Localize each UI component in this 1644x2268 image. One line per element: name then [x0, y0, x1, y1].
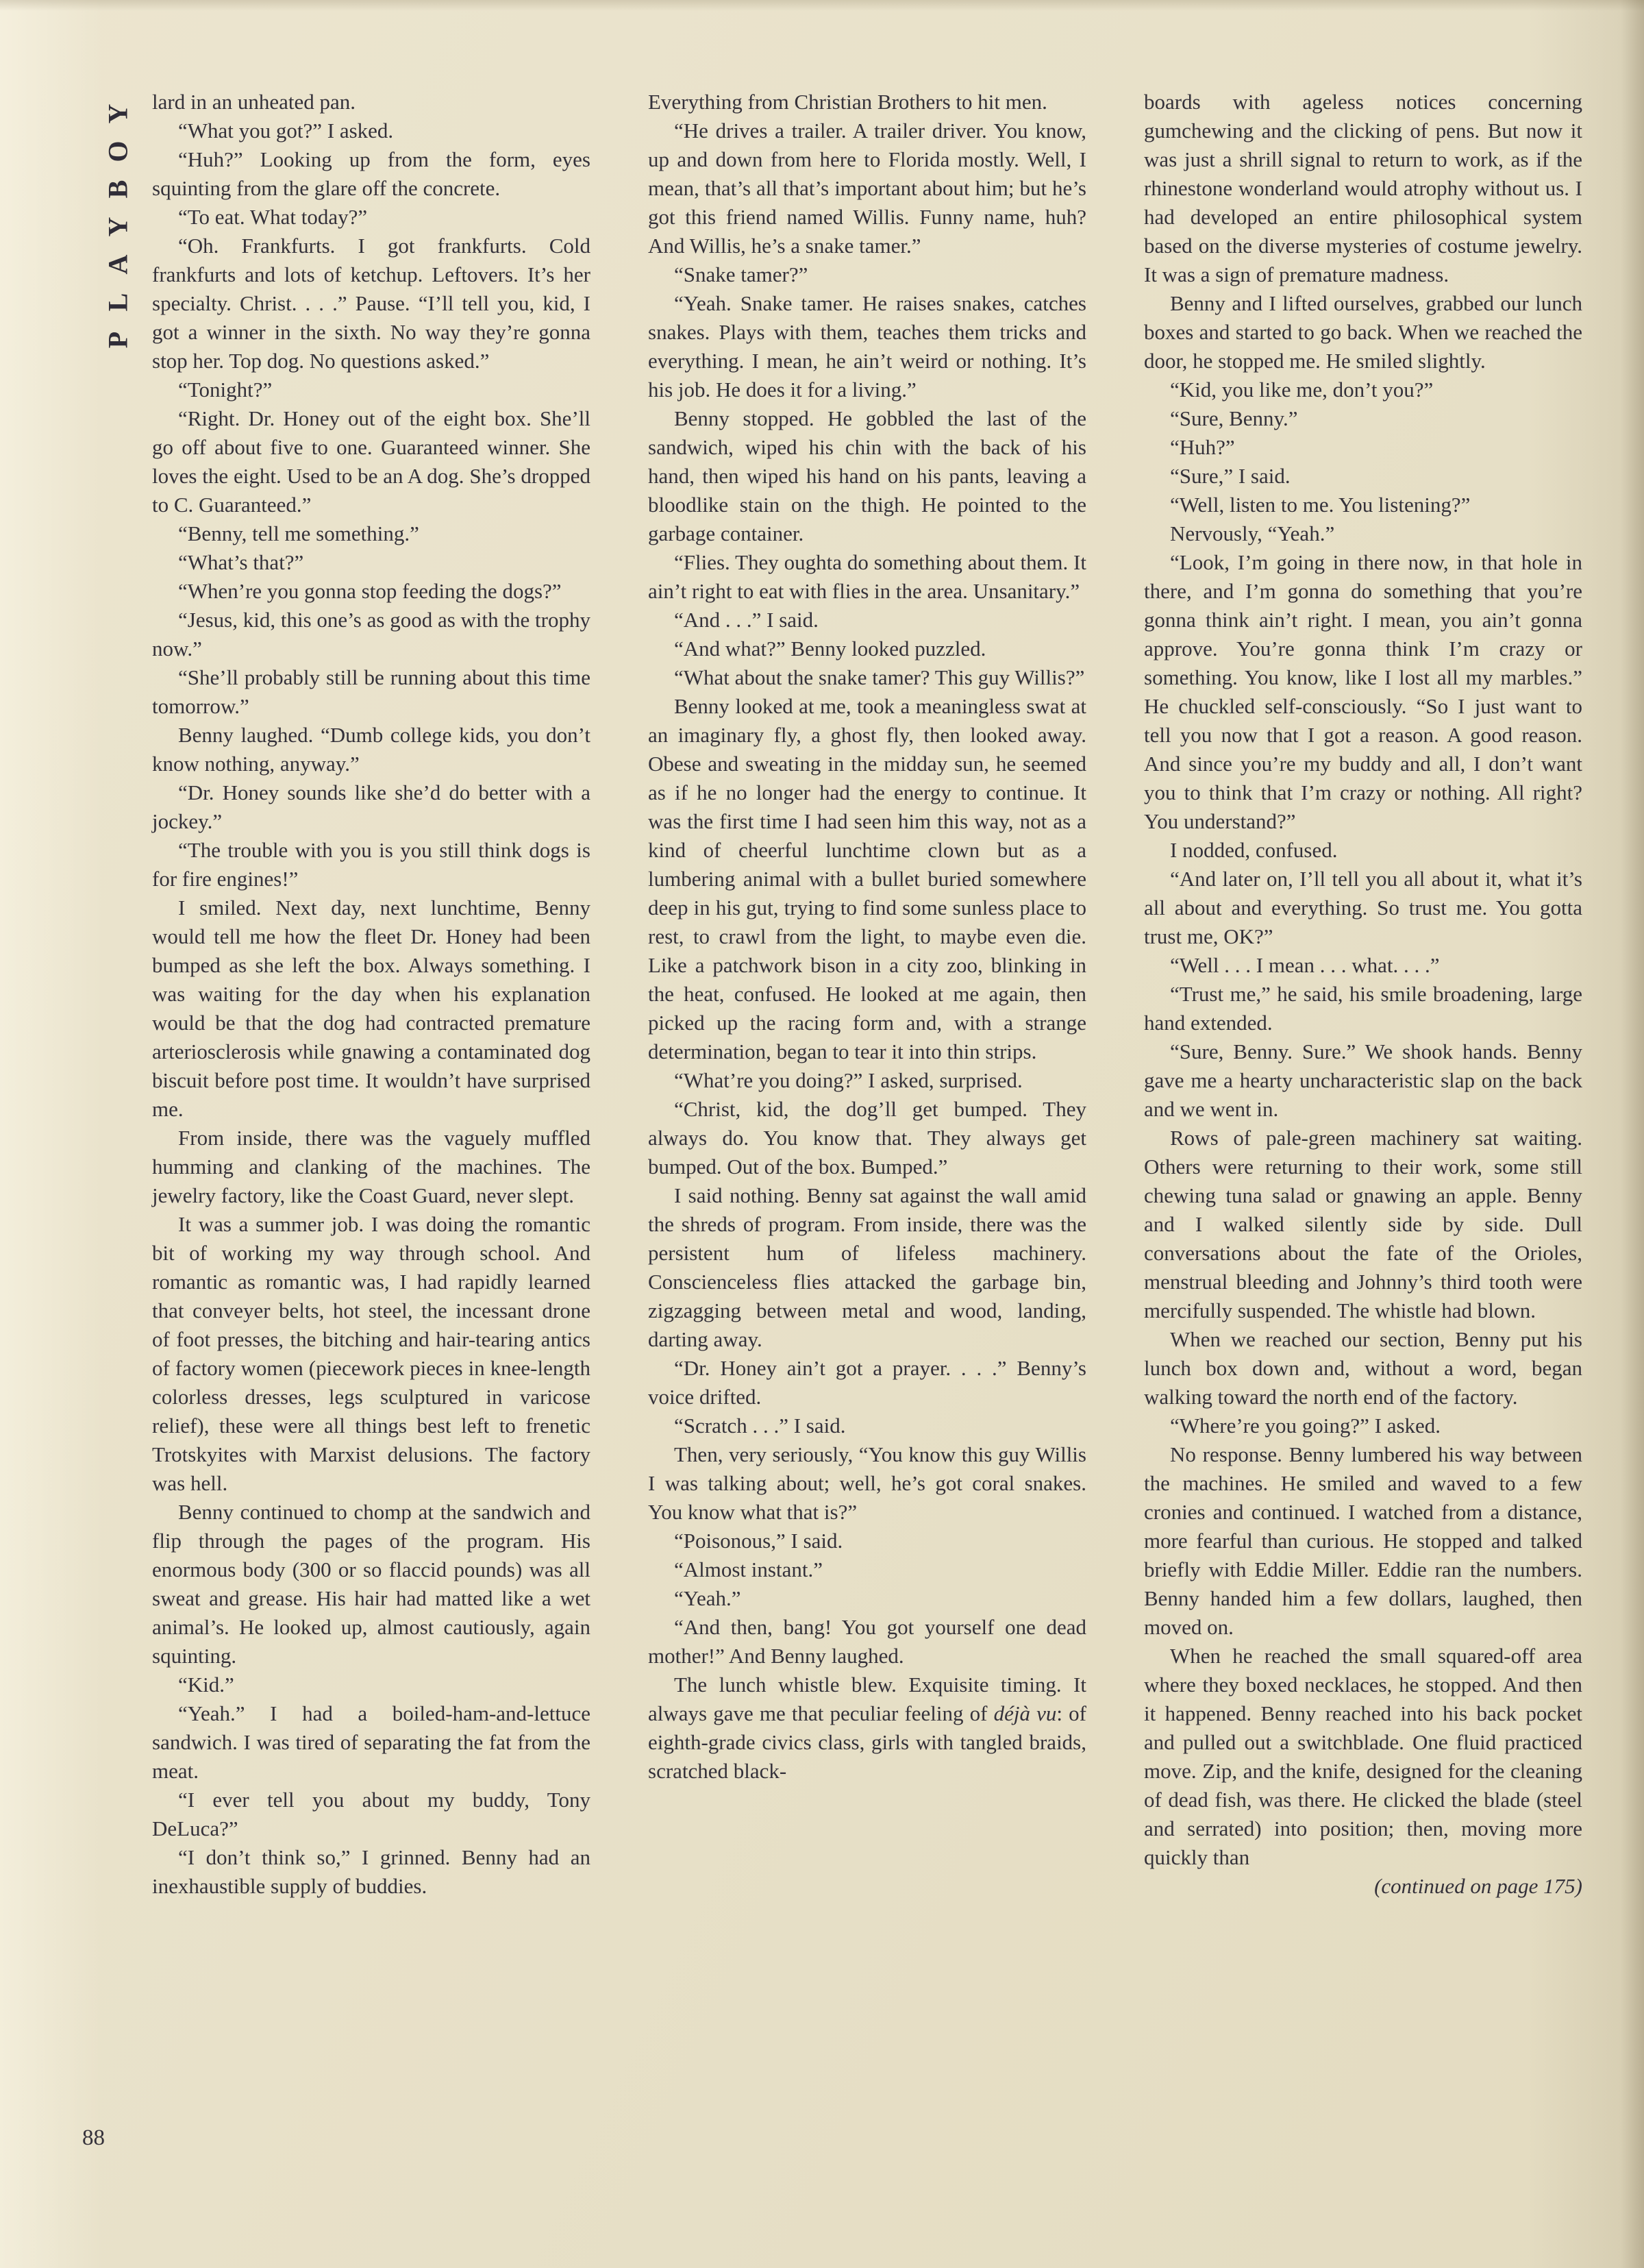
paragraph: “Yeah.” I had a boiled-ham-and-lettuce sandwich. I was tired of separating the fat from the meat. [152, 1701, 590, 1783]
brand-letter: Y [102, 103, 134, 124]
paragraph: The lunch whistle blew. Exquisite timing. It always gave me that peculiar feeling of déjà vu: of eighth-grade civics class, girls with tangled braids, scratched black- [648, 1673, 1086, 1783]
paragraph: Benny continued to chomp at the sandwich and flip through the pages of the program. His enormous body (300 or so flaccid pounds) was all sweat and grease. His hair had matted like a wet animal’s. He looked up, almost cautiously, again squinting. [152, 1500, 590, 1668]
paragraph: Nervously, “Yeah.” [1170, 521, 1335, 545]
page-number: 88 [82, 2125, 105, 2150]
brand-letter: P [102, 330, 134, 349]
text-column-3 [1144, 88, 1582, 1901]
paragraph: “Look, I’m going in there now, in that hole in there, and I’m gonna do something that you’re gonna think ain’t right. I mean, you ain’t gonna approve. You’re gonna think I’m crazy or something. You know, like I lost all my marbles.” He chuckled self-consciously. “So I just want to tell you now that I got a reason. A good reason. And since you’re my buddy and all, I don’t want you to think that I’m crazy or nothing. All right? You understand?” [1144, 550, 1582, 833]
paragraph: Rows of pale-green machinery sat waiting. Others were returning to their work, some still chewing tuna salad or gnawing an apple. Benny and I walked silently side by side. Dull conversations about the fate of the Orioles, menstrual bleeding and Johnny’s third tooth were mercifully suspended. The whistle had blown. [1144, 1126, 1582, 1322]
paragraph: “Trust me,” he said, his smile broadening, large hand extended. [1144, 982, 1582, 1035]
paragraph: “And later on, I’ll tell you all about it, what it’s all about and everything. So trust me. You gotta trust me, OK?” [1144, 867, 1582, 948]
paragraph: lard in an unheated pan. [152, 90, 356, 114]
paragraph: Benny laughed. “Dumb college kids, you don’t know nothing, anyway.” [152, 723, 590, 776]
paragraph: “Tonight?” [178, 378, 273, 402]
paragraph: “I ever tell you about my buddy, Tony DeLuca?” [152, 1788, 590, 1840]
paragraph: Then, very seriously, “You know this guy Willis I was talking about; well, he’s got coral snakes. You know what that is?” [648, 1442, 1086, 1524]
paragraph: “The trouble with you is you still think dogs is for fire engines!” [152, 838, 590, 891]
paragraph: “What’s that?” [178, 550, 304, 574]
paragraph: “What you got?” I asked. [178, 119, 394, 143]
paragraph: No response. Benny lumbered his way between the machines. He smiled and waved to a few cronies and continued. I watched from a distance, more fearful than curious. He stopped and talked briefly with Eddie Miller. Eddie ran the numbers. Benny handed him a few dollars, laughed, then moved on. [1144, 1442, 1582, 1639]
brand-letter: A [102, 254, 134, 275]
paragraph: “And what?” Benny looked puzzled. [674, 637, 986, 661]
paragraph: Benny and I lifted ourselves, grabbed our lunch boxes and started to go back. When we reached the door, he stopped me. He smiled slightly. [1144, 291, 1582, 373]
paragraph: “Right. Dr. Honey out of the eight box. She’ll go off about five to one. Guaranteed winner. She loves the eight. Used to be an A dog. She’s dropped to C. Guaranteed.” [152, 406, 590, 517]
paragraph: “I don’t think so,” I grinned. Benny had an inexhaustible supply of buddies. [152, 1845, 590, 1898]
paragraph: I said nothing. Benny sat against the wall amid the shreds of program. From inside, there was the persistent hum of lifeless machinery. Conscienceless flies attacked the garbage bin, zigzagging between metal and wood, landing, darting away. [648, 1183, 1086, 1351]
paragraph: “Dr. Honey sounds like she’d do better with a jockey.” [152, 780, 590, 833]
paragraph: “Yeah. Snake tamer. He raises snakes, catches snakes. Plays with them, teaches them tricks and everything. I mean, he ain’t weird or nothing. It’s his job. He does it for a living.” [648, 291, 1086, 402]
paragraph: It was a summer job. I was doing the romantic bit of working my way through school. And romantic as romantic was, I had rapidly learned that conveyer belts, hot steel, the incessant drone of foot presses, the bitching and hair-tearing antics of factory women (piecework pieces in knee-length colorless dresses, legs sculptured in varicose relief), these were all things best left to frenetic Trotskyites with Marxist delusions. The factory was hell. [152, 1212, 590, 1495]
paragraph: Benny stopped. He gobbled the last of the sandwich, wiped his chin with the back of his hand, then wiped his hand on his pants, leaving a bloodlike stain on the thigh. He pointed to the garbage container. [648, 406, 1086, 545]
paragraph: “And . . .” I said. [674, 608, 819, 632]
paragraph: “Sure, Benny. Sure.” We shook hands. Benny gave me a hearty uncharacteristic slap on the back and we went in. [1144, 1039, 1582, 1121]
paragraph: “Poisonous,” I said. [674, 1529, 843, 1553]
paragraph: “Jesus, kid, this one’s as good as with the trophy now.” [152, 608, 590, 661]
text-columns [152, 88, 1582, 1901]
paragraph: “Kid, you like me, don’t you?” [1170, 378, 1434, 402]
paragraph: “Oh. Frankfurts. I got frankfurts. Cold frankfurts and lots of ketchup. Leftovers. It’s her specialty. Christ. . . .” Pause. “I’ll tell you, kid, I got a winner in the sixth. No way they’re gonna stop her. Top dog. No questions asked.” [152, 234, 590, 373]
paragraph: boards with ageless notices concerning gumchewing and the clicking of pens. But now it was just a shrill signal to return to work, as if the rhinestone wonderland would atrophy without us. I had developed an entire philosophical system based on the diverse mysteries of costume jewelry. It was a sign of premature madness. [1144, 90, 1582, 286]
paragraph: “Huh?” [1170, 435, 1235, 459]
paragraph: “To eat. What today?” [178, 205, 368, 229]
paragraph: “Well, listen to me. You listening?” [1170, 493, 1471, 517]
brand-letter: L [102, 292, 134, 312]
paragraph: When we reached our section, Benny put his lunch box down and, without a word, began walking toward the north end of the factory. [1144, 1327, 1582, 1409]
paragraph: “And then, bang! You got yourself one dead mother!” And Benny laughed. [648, 1615, 1086, 1668]
paragraph: When he reached the small squared-off area where they boxed necklaces, he stopped. And then it happened. Benny reached into his back pocket and pulled out a switchblade. One fluid practiced move. Zip, and the knife, designed for the cleaning of dead fish, was there. He clicked the blade (steel and serrated) into position; then, moving more quickly than [1144, 1644, 1582, 1869]
magazine-brand-vertical [101, 95, 134, 358]
paragraph: “He drives a trailer. A trailer driver. You know, up and down from here to Florida mostly. Well, I mean, that’s all that’s important about him; but he’s got this friend named Willis. Funny name, huh? And Willis, he’s a snake tamer.” [648, 119, 1086, 258]
brand-letter: Y [102, 216, 134, 237]
paragraph: Benny looked at me, took a meaningless swat at an imaginary fly, a ghost fly, then looked away. Obese and sweating in the midday sun, he seemed as if he no longer had the energy to continue. It was the first time I had seen him this way, not as a kind of cheerful lunchtime clown but as a lumbering animal with a bullet buried somewhere deep in his gut, trying to find some sunless place to rest, to crawl from the light, to maybe even die. Like a patchwork bison in a city zoo, blinking in the heat, confused. He looked at me again, then picked up the racing form and, with a strange determination, began to tear it into thin strips. [648, 694, 1086, 1063]
paragraph: I smiled. Next day, next lunchtime, Benny would tell me how the fleet Dr. Honey had been bumped as she left the box. Always something. I was waiting for the day when his explanation would be that the dog had contracted premature arteriosclerosis while gnawing a contaminated dog biscuit before post time. It wouldn’t have surprised me. [152, 896, 590, 1121]
paragraph: “Scratch . . .” I said. [674, 1414, 846, 1438]
paragraph: “When’re you gonna stop feeding the dogs?” [178, 579, 562, 603]
paragraph: “Dr. Honey ain’t got a prayer. . . .” Benny’s voice drifted. [648, 1356, 1086, 1409]
paragraph: “Sure, Benny.” [1170, 406, 1298, 430]
paragraph: “Yeah.” [674, 1586, 741, 1610]
paragraph: “She’ll probably still be running about this time tomorrow.” [152, 665, 590, 718]
paragraph: “Kid.” [178, 1673, 234, 1697]
paragraph: From inside, there was the vaguely muffled humming and clanking of the machines. The jewelry factory, like the Coast Guard, never slept. [152, 1126, 590, 1207]
continuation-note: (continued on page 175) [1374, 1874, 1582, 1898]
paragraph: “Well . . . I mean . . . what. . . .” [1170, 953, 1440, 977]
paragraph: “Flies. They oughta do something about them. It ain’t right to eat with flies in the area. Unsanitary.” [648, 550, 1086, 603]
paragraph: “What about the snake tamer? This guy Willis?” [674, 665, 1085, 689]
paragraph: “Snake tamer?” [674, 262, 808, 286]
paragraph: “Benny, tell me something.” [178, 521, 419, 545]
paragraph: Everything from Christian Brothers to hit men. [648, 90, 1047, 114]
text-column-1 [152, 88, 590, 1901]
brand-letter: O [102, 140, 134, 162]
paragraph: I nodded, confused. [1170, 838, 1338, 862]
text-column-2 [648, 88, 1086, 1901]
brand-letter: B [102, 179, 134, 199]
paragraph: “Huh?” Looking up from the form, eyes squinting from the glare off the concrete. [152, 147, 590, 200]
paragraph: “Sure,” I said. [1170, 464, 1291, 488]
paragraph: “Where’re you going?” I asked. [1170, 1414, 1441, 1438]
paragraph: “Christ, kid, the dog’ll get bumped. They always do. You know that. They always get bumped. Out of the box. Bumped.” [648, 1097, 1086, 1179]
paragraph: “Almost instant.” [674, 1557, 823, 1581]
paragraph: “What’re you doing?” I asked, surprised. [674, 1068, 1023, 1092]
